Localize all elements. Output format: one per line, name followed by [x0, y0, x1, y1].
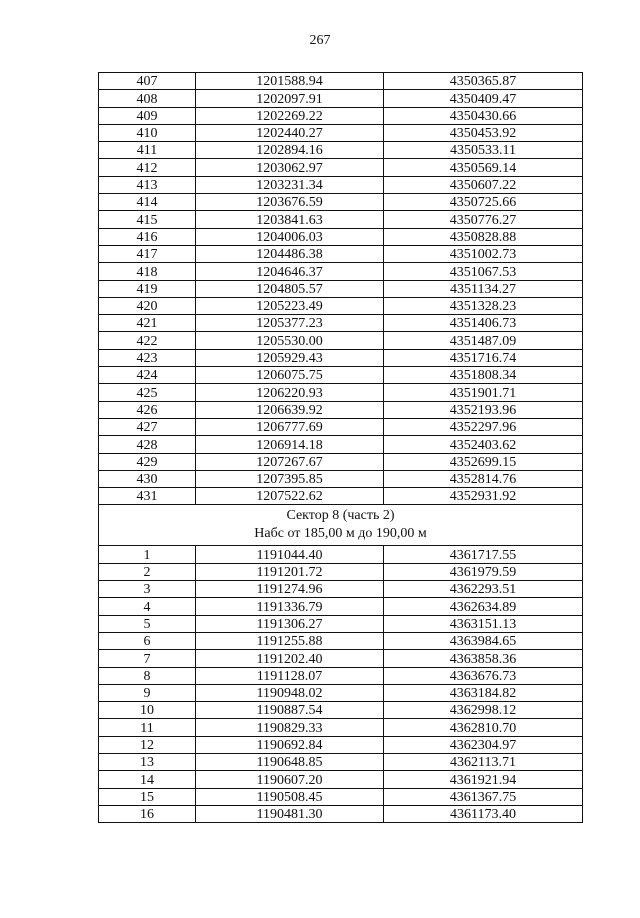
point-number-cell: 9	[99, 684, 196, 701]
point-number-cell: 418	[99, 263, 196, 280]
x-coordinate-cell: 1206639.92	[196, 401, 384, 418]
y-coordinate-cell: 4350365.87	[384, 73, 583, 90]
point-number-cell: 417	[99, 245, 196, 262]
y-coordinate-cell: 4363676.73	[384, 667, 583, 684]
table-row	[99, 488, 583, 505]
x-coordinate-cell: 1204646.37	[196, 263, 384, 280]
point-number-cell: 15	[99, 788, 196, 805]
point-number-cell: 431	[99, 488, 196, 505]
section-title: Сектор 8 (часть 2)	[286, 508, 395, 524]
y-coordinate-cell: 4350533.11	[384, 142, 583, 159]
point-number-cell: 16	[99, 805, 196, 822]
table-row	[99, 124, 583, 141]
table-row	[99, 632, 583, 649]
point-number-cell: 414	[99, 194, 196, 211]
y-coordinate-cell: 4350569.14	[384, 159, 583, 176]
y-coordinate-cell: 4351716.74	[384, 349, 583, 366]
y-coordinate-cell: 4352699.15	[384, 453, 583, 470]
table-row	[99, 736, 583, 753]
point-number-cell: 421	[99, 315, 196, 332]
point-number-cell: 412	[99, 159, 196, 176]
point-number-cell: 12	[99, 736, 196, 753]
point-number-cell: 6	[99, 632, 196, 649]
point-number-cell: 1	[99, 546, 196, 563]
y-coordinate-cell: 4361173.40	[384, 805, 583, 822]
y-coordinate-cell: 4351901.71	[384, 384, 583, 401]
point-number-cell: 10	[99, 702, 196, 719]
point-number-cell: 407	[99, 73, 196, 90]
table-row	[99, 788, 583, 805]
x-coordinate-cell: 1191202.40	[196, 650, 384, 667]
y-coordinate-cell: 4363858.36	[384, 650, 583, 667]
table-row	[99, 367, 583, 384]
table-row	[99, 245, 583, 262]
table-row	[99, 176, 583, 193]
point-number-cell: 415	[99, 211, 196, 228]
y-coordinate-cell: 4362304.97	[384, 736, 583, 753]
table-row	[99, 753, 583, 770]
table-row	[99, 211, 583, 228]
y-coordinate-cell: 4351134.27	[384, 280, 583, 297]
x-coordinate-cell: 1190829.33	[196, 719, 384, 736]
table-row	[99, 436, 583, 453]
x-coordinate-cell: 1203231.34	[196, 176, 384, 193]
x-coordinate-cell: 1191128.07	[196, 667, 384, 684]
point-number-cell: 5	[99, 615, 196, 632]
y-coordinate-cell: 4352297.96	[384, 418, 583, 435]
x-coordinate-cell: 1204486.38	[196, 245, 384, 262]
table-row	[99, 470, 583, 487]
table-row	[99, 702, 583, 719]
x-coordinate-cell: 1190481.30	[196, 805, 384, 822]
point-number-cell: 430	[99, 470, 196, 487]
table-row	[99, 228, 583, 245]
x-coordinate-cell: 1191336.79	[196, 598, 384, 615]
point-number-cell: 409	[99, 107, 196, 124]
x-coordinate-cell: 1203676.59	[196, 194, 384, 211]
table-row	[99, 581, 583, 598]
table-row	[99, 384, 583, 401]
y-coordinate-cell: 4351067.53	[384, 263, 583, 280]
y-coordinate-cell: 4361717.55	[384, 546, 583, 563]
table-row	[99, 332, 583, 349]
x-coordinate-cell: 1191255.88	[196, 632, 384, 649]
y-coordinate-cell: 4361979.59	[384, 563, 583, 580]
table-body-top	[99, 73, 583, 505]
table-row	[99, 297, 583, 314]
y-coordinate-cell: 4350453.92	[384, 124, 583, 141]
point-number-cell: 423	[99, 349, 196, 366]
x-coordinate-cell: 1203062.97	[196, 159, 384, 176]
y-coordinate-cell: 4362810.70	[384, 719, 583, 736]
point-number-cell: 7	[99, 650, 196, 667]
point-number-cell: 13	[99, 753, 196, 770]
x-coordinate-cell: 1190648.85	[196, 753, 384, 770]
x-coordinate-cell: 1202894.16	[196, 142, 384, 159]
x-coordinate-cell: 1191201.72	[196, 563, 384, 580]
table-row	[99, 263, 583, 280]
x-coordinate-cell: 1205530.00	[196, 332, 384, 349]
x-coordinate-cell: 1206914.18	[196, 436, 384, 453]
y-coordinate-cell: 4350409.47	[384, 90, 583, 107]
table-row	[99, 650, 583, 667]
coordinates-table	[98, 72, 583, 823]
point-number-cell: 14	[99, 771, 196, 788]
table-row	[99, 315, 583, 332]
section-header-group	[99, 505, 583, 546]
table-row	[99, 771, 583, 788]
table-row	[99, 615, 583, 632]
page-number: 267	[309, 33, 331, 48]
table-row	[99, 107, 583, 124]
y-coordinate-cell: 4363184.82	[384, 684, 583, 701]
y-coordinate-cell: 4351406.73	[384, 315, 583, 332]
y-coordinate-cell: 4362634.89	[384, 598, 583, 615]
x-coordinate-cell: 1202097.91	[196, 90, 384, 107]
x-coordinate-cell: 1206075.75	[196, 367, 384, 384]
table-row	[99, 546, 583, 563]
table-row	[99, 73, 583, 90]
x-coordinate-cell: 1205377.23	[196, 315, 384, 332]
point-number-cell: 413	[99, 176, 196, 193]
point-number-cell: 410	[99, 124, 196, 141]
y-coordinate-cell: 4362113.71	[384, 753, 583, 770]
table-row	[99, 805, 583, 822]
x-coordinate-cell: 1190607.20	[196, 771, 384, 788]
section-subtitle: Набс от 185,00 м до 190,00 м	[254, 526, 427, 542]
x-coordinate-cell: 1191306.27	[196, 615, 384, 632]
point-number-cell: 408	[99, 90, 196, 107]
x-coordinate-cell: 1191274.96	[196, 581, 384, 598]
x-coordinate-cell: 1204805.57	[196, 280, 384, 297]
table-row	[99, 90, 583, 107]
x-coordinate-cell: 1190508.45	[196, 788, 384, 805]
x-coordinate-cell: 1190948.02	[196, 684, 384, 701]
point-number-cell: 416	[99, 228, 196, 245]
y-coordinate-cell: 4361921.94	[384, 771, 583, 788]
y-coordinate-cell: 4351808.34	[384, 367, 583, 384]
y-coordinate-cell: 4351002.73	[384, 245, 583, 262]
table-row	[99, 401, 583, 418]
point-number-cell: 422	[99, 332, 196, 349]
x-coordinate-cell: 1206777.69	[196, 418, 384, 435]
point-number-cell: 424	[99, 367, 196, 384]
y-coordinate-cell: 4350725.66	[384, 194, 583, 211]
table-row	[99, 418, 583, 435]
point-number-cell: 420	[99, 297, 196, 314]
x-coordinate-cell: 1207395.85	[196, 470, 384, 487]
point-number-cell: 2	[99, 563, 196, 580]
x-coordinate-cell: 1205223.49	[196, 297, 384, 314]
point-number-cell: 419	[99, 280, 196, 297]
point-number-cell: 4	[99, 598, 196, 615]
point-number-cell: 429	[99, 453, 196, 470]
section-header-row	[99, 505, 583, 546]
x-coordinate-cell: 1206220.93	[196, 384, 384, 401]
table-row	[99, 280, 583, 297]
table-row	[99, 349, 583, 366]
y-coordinate-cell: 4352193.96	[384, 401, 583, 418]
point-number-cell: 426	[99, 401, 196, 418]
x-coordinate-cell: 1204006.03	[196, 228, 384, 245]
table-row	[99, 194, 583, 211]
y-coordinate-cell: 4352403.62	[384, 436, 583, 453]
point-number-cell: 428	[99, 436, 196, 453]
y-coordinate-cell: 4350828.88	[384, 228, 583, 245]
table-row	[99, 159, 583, 176]
point-number-cell: 11	[99, 719, 196, 736]
y-coordinate-cell: 4363151.13	[384, 615, 583, 632]
table-row	[99, 598, 583, 615]
section-header	[99, 505, 583, 546]
y-coordinate-cell: 4362998.12	[384, 702, 583, 719]
y-coordinate-cell: 4363984.65	[384, 632, 583, 649]
x-coordinate-cell: 1191044.40	[196, 546, 384, 563]
x-coordinate-cell: 1190692.84	[196, 736, 384, 753]
y-coordinate-cell: 4351487.09	[384, 332, 583, 349]
x-coordinate-cell: 1203841.63	[196, 211, 384, 228]
y-coordinate-cell: 4351328.23	[384, 297, 583, 314]
x-coordinate-cell: 1205929.43	[196, 349, 384, 366]
table-row	[99, 667, 583, 684]
point-number-cell: 3	[99, 581, 196, 598]
point-number-cell: 427	[99, 418, 196, 435]
table-row	[99, 142, 583, 159]
x-coordinate-cell: 1207522.62	[196, 488, 384, 505]
y-coordinate-cell: 4352931.92	[384, 488, 583, 505]
y-coordinate-cell: 4350776.27	[384, 211, 583, 228]
x-coordinate-cell: 1190887.54	[196, 702, 384, 719]
table-row	[99, 453, 583, 470]
table-row	[99, 684, 583, 701]
x-coordinate-cell: 1207267.67	[196, 453, 384, 470]
point-number-cell: 411	[99, 142, 196, 159]
y-coordinate-cell: 4361367.75	[384, 788, 583, 805]
table-row	[99, 719, 583, 736]
y-coordinate-cell: 4350607.22	[384, 176, 583, 193]
x-coordinate-cell: 1202269.22	[196, 107, 384, 124]
y-coordinate-cell: 4352814.76	[384, 470, 583, 487]
x-coordinate-cell: 1201588.94	[196, 73, 384, 90]
y-coordinate-cell: 4362293.51	[384, 581, 583, 598]
table-body-bottom	[99, 546, 583, 823]
point-number-cell: 425	[99, 384, 196, 401]
x-coordinate-cell: 1202440.27	[196, 124, 384, 141]
y-coordinate-cell: 4350430.66	[384, 107, 583, 124]
table-row	[99, 563, 583, 580]
point-number-cell: 8	[99, 667, 196, 684]
